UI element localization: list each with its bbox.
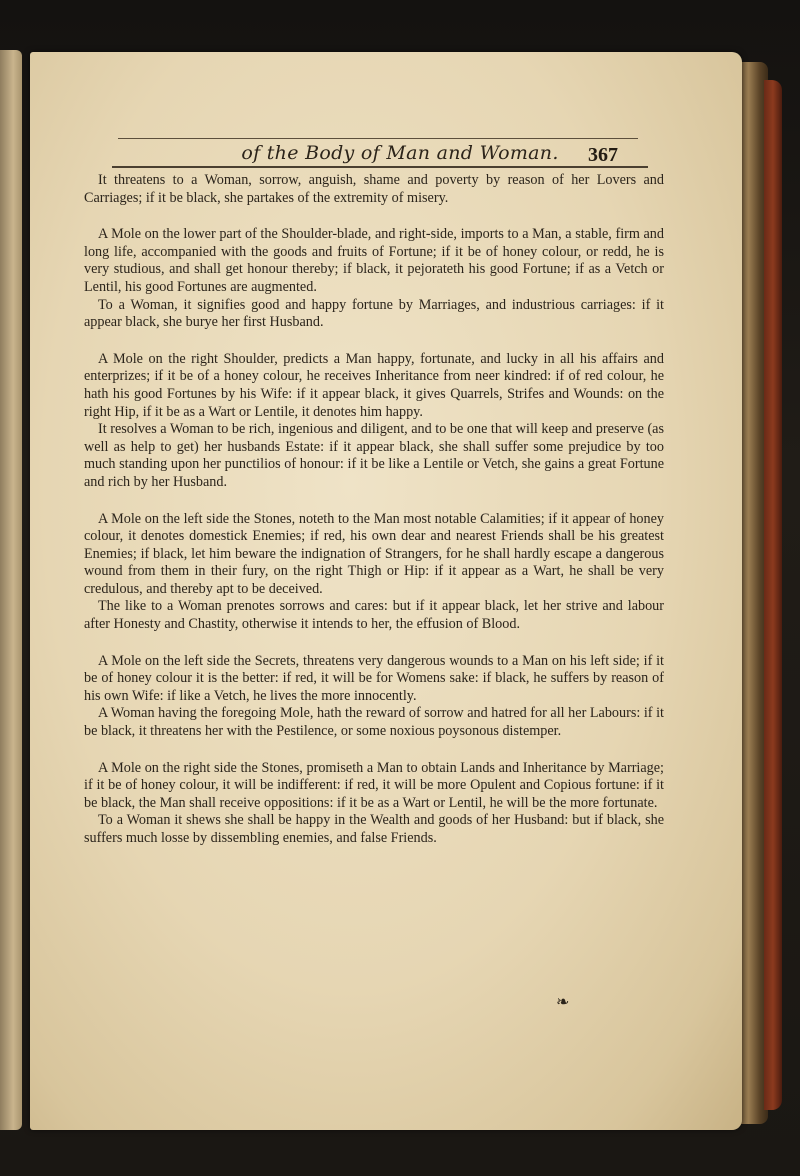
book-binding-edge [764, 80, 782, 1110]
page-body-text [84, 172, 664, 848]
paragraph: A Mole on the right side the Stones, promiseth a Man to obtain Lands and Inheritance by Marriage; if it be of honey colour, it will be indifferent: if red, it will be more Opulent and Copious fortune: if it be black, the Man shall receive oppositions: if it be as a Wart or Lentil, he will be the more fortunate. [84, 759, 664, 811]
paragraph: To a Woman, it signifies good and happy fortune by Marriages, and industrious carriages: if it appear black, she burye her first Husband. [84, 296, 664, 331]
running-head: of the Body of Man and Woman. [241, 142, 559, 164]
paragraph: It threatens to a Woman, sorrow, anguish, shame and poverty by reason of her Lovers and Carriages; if it be black, she partakes of the extremity of misery. [84, 172, 664, 206]
header-rule-bottom [112, 166, 648, 168]
paragraph: A Mole on the right Shoulder, predicts a Man happy, fortunate, and lucky in all his affairs and enterprizes; if it be of a honey colour, he receives Inheritance from neer kindred: if of red colour, he hath his good Fortunes by his Wife: if it appear black, it gives Quarrels, Strifes and Wounds: on the right Hip, if it be as a Wart or Lentile, it denotes him happy. [84, 350, 664, 420]
paragraph: A Mole on the left side the Stones, noteth to the Man most notable Calamities; if it appear of honey colour, it denotes domestick Enemies; if red, his own dear and nearest Friends shall be his greatest Enemies; if black, let him beware the indignation of Strangers, for he shall hardly escape a dangerous wound from them in their fury, on the right Thigh or Hip: if it appear as a Wart, he shall be very credulous, and thereby apt to be deceived. [84, 510, 664, 597]
paragraph: A Mole on the lower part of the Shoulder-blade, and right-side, imports to a Man, a stable, firm and long life, accompanied with the goods and fruits of Fortune; if it be of honey colour, or redd, he is very studious, and shall get honour thereby; if black, it pejorateth his good Fortune; if as a Vetch or Lentil, his good Fortunes are augmented. [84, 226, 664, 295]
paragraph: The like to a Woman prenotes sorrows and cares: but if it appear black, let her strive and labour after Honesty and Chastity, otherwise it intends to her, the effusion of Blood. [84, 598, 664, 633]
header-rule-top [118, 138, 638, 139]
left-page-edge [0, 50, 22, 1130]
paragraph: A Mole on the left side the Secrets, threatens very dangerous wounds to a Man on his left side; if it be of honey colour it is the better: if red, it will be for Womens sake: if black, he suffers by reason of his own Wife: if like a Vetch, he lives the more innocently. [84, 652, 664, 704]
paragraph: It resolves a Woman to be rich, ingenious and diligent, and to be one that will keep and preserve (as well as help to get) her husbands Estate: if it appear black, she shall suffer some prejudice by too much standing upon her punctilios of honour: if it be like a Lentile or Vetch, she gains a great Fortune and rich by her Husband. [84, 421, 664, 490]
page-number: 367 [588, 144, 618, 166]
printer-ornament: ❧ [556, 992, 570, 1011]
paragraph: A Woman having the foregoing Mole, hath the reward of sorrow and hatred for all her Labours: if it be black, it threatens her with the Pestilence, or some noxious poysonous distemper. [84, 705, 664, 740]
paragraph: To a Woman it shews she shall be happy in the Wealth and goods of her Husband: but if black, she suffers much losse by dissembling enemies, and false Friends. [84, 812, 664, 846]
